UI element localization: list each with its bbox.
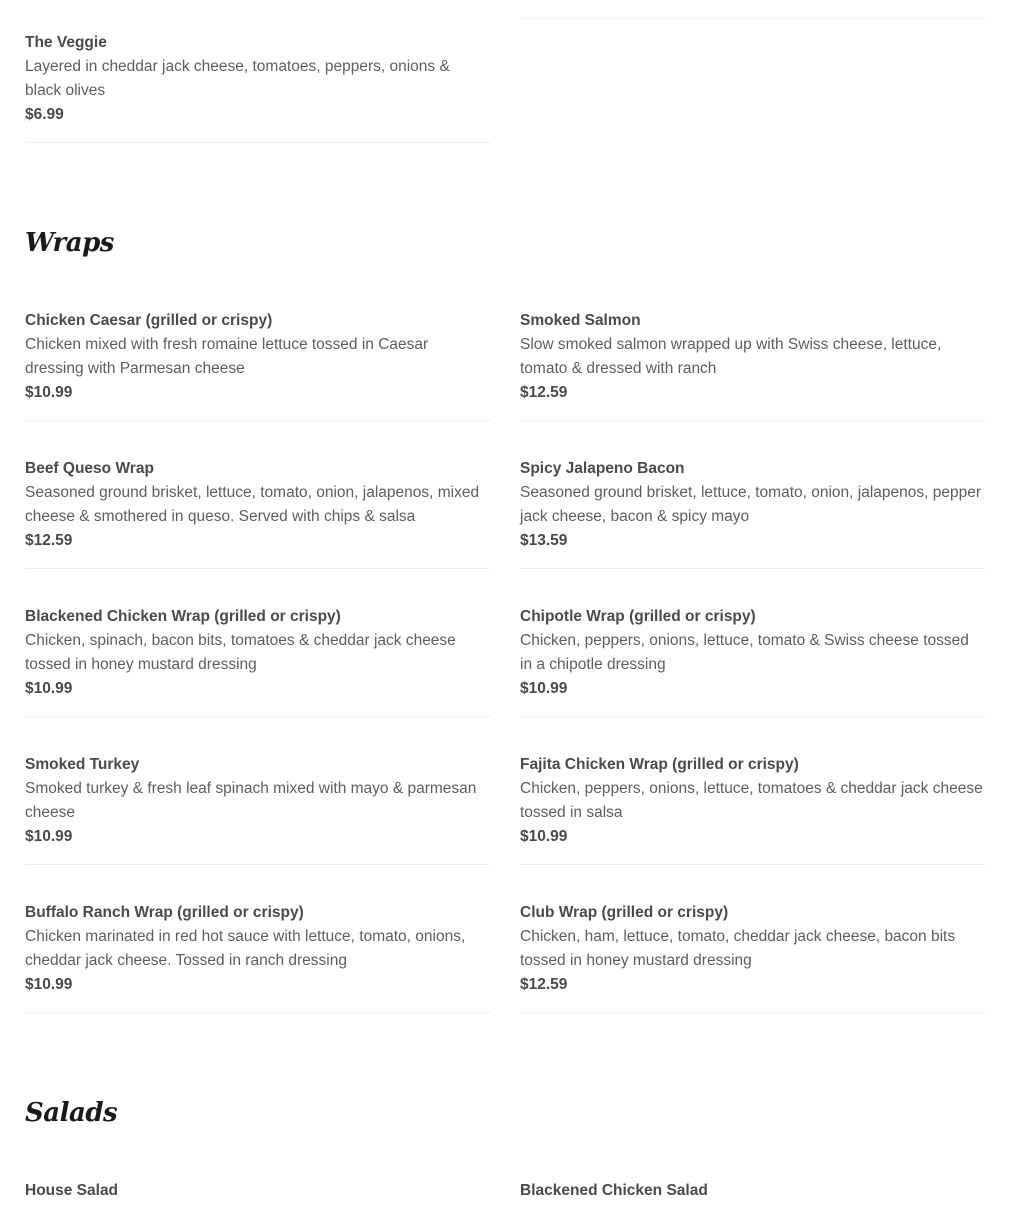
menu-item — [520, 605, 985, 717]
item-name: Beef Queso Wrap — [25, 460, 154, 477]
item-name: Smoked Salmon — [520, 312, 641, 329]
item-name: Chicken Caesar (grilled or crispy) — [25, 312, 273, 329]
item-price: $6.99 — [25, 106, 64, 123]
item-name: Club Wrap (grilled or crispy) — [520, 904, 729, 921]
divider — [520, 18, 985, 19]
item-description: Chicken, peppers, onions, lettuce, tomatoes & cheddar jack cheese tossed in salsa — [520, 780, 983, 821]
item-name: Buffalo Ranch Wrap (grilled or crispy) — [25, 904, 304, 921]
item-description: Slow smoked salmon wrapped up with Swiss cheese, lettuce, tomato & dressed with ranch — [520, 336, 942, 377]
item-description: Layered in cheddar jack cheese, tomatoes, peppers, onions & black olives — [25, 58, 450, 99]
item-name: Blackened Chicken Wrap (grilled or crispy) — [25, 608, 341, 625]
menu-item — [25, 309, 490, 421]
section-title-wraps: Wraps — [25, 228, 114, 258]
item-name: Fajita Chicken Wrap (grilled or crispy) — [520, 756, 799, 773]
menu-item-the-veggie — [25, 31, 490, 143]
item-price: $12.59 — [520, 976, 568, 993]
section-title-salads: Salads — [25, 1098, 118, 1128]
menu-item — [25, 1179, 490, 1209]
item-price: $13.59 — [520, 532, 568, 549]
item-price: $10.99 — [520, 680, 568, 697]
item-description: Smoked turkey & fresh leaf spinach mixed with mayo & parmesan cheese — [25, 780, 477, 821]
item-price: $10.99 — [25, 680, 73, 697]
menu-item — [520, 457, 985, 569]
item-price: $10.99 — [520, 828, 568, 845]
item-description: Seasoned ground brisket, lettuce, tomato, onion, jalapenos, mixed cheese & smothered in queso. Served with chips & salsa — [25, 484, 480, 525]
item-description: Chicken marinated in red hot sauce with lettuce, tomato, onions, cheddar jack cheese. Tossed in ranch dressing — [25, 928, 466, 969]
item-name: Spicy Jalapeno Bacon — [520, 460, 685, 477]
menu-item — [25, 457, 490, 569]
item-description: Chicken, ham, lettuce, tomato, cheddar jack cheese, bacon bits tossed in honey mustard dressing — [520, 928, 956, 969]
item-price: $10.99 — [25, 828, 73, 845]
menu-item — [25, 901, 490, 1013]
menu-item — [520, 753, 985, 865]
menu-item — [520, 1179, 985, 1209]
item-price: $12.59 — [25, 532, 73, 549]
item-price: $10.99 — [25, 384, 73, 401]
item-name: Chipotle Wrap (grilled or crispy) — [520, 608, 756, 625]
item-description: Chicken, peppers, onions, lettuce, tomato & Swiss cheese tossed in a chipotle dressing — [520, 632, 969, 673]
item-name: The Veggie — [25, 34, 107, 51]
item-description: Chicken mixed with fresh romaine lettuce tossed in Caesar dressing with Parmesan cheese — [25, 336, 429, 377]
menu-item — [25, 605, 490, 717]
item-description: Seasoned ground brisket, lettuce, tomato, onion, jalapenos, pepper jack cheese, bacon & spicy mayo — [520, 484, 982, 525]
item-name: Blackened Chicken Salad — [520, 1182, 708, 1199]
item-name: Smoked Turkey — [25, 756, 140, 773]
item-description: Chicken, spinach, bacon bits, tomatoes & cheddar jack cheese tossed in honey mustard dressing — [25, 632, 456, 673]
item-price: $10.99 — [25, 976, 73, 993]
menu-item — [520, 901, 985, 1013]
menu-item — [520, 309, 985, 421]
item-name: House Salad — [25, 1182, 119, 1199]
menu-item — [25, 753, 490, 865]
item-price: $12.59 — [520, 384, 568, 401]
